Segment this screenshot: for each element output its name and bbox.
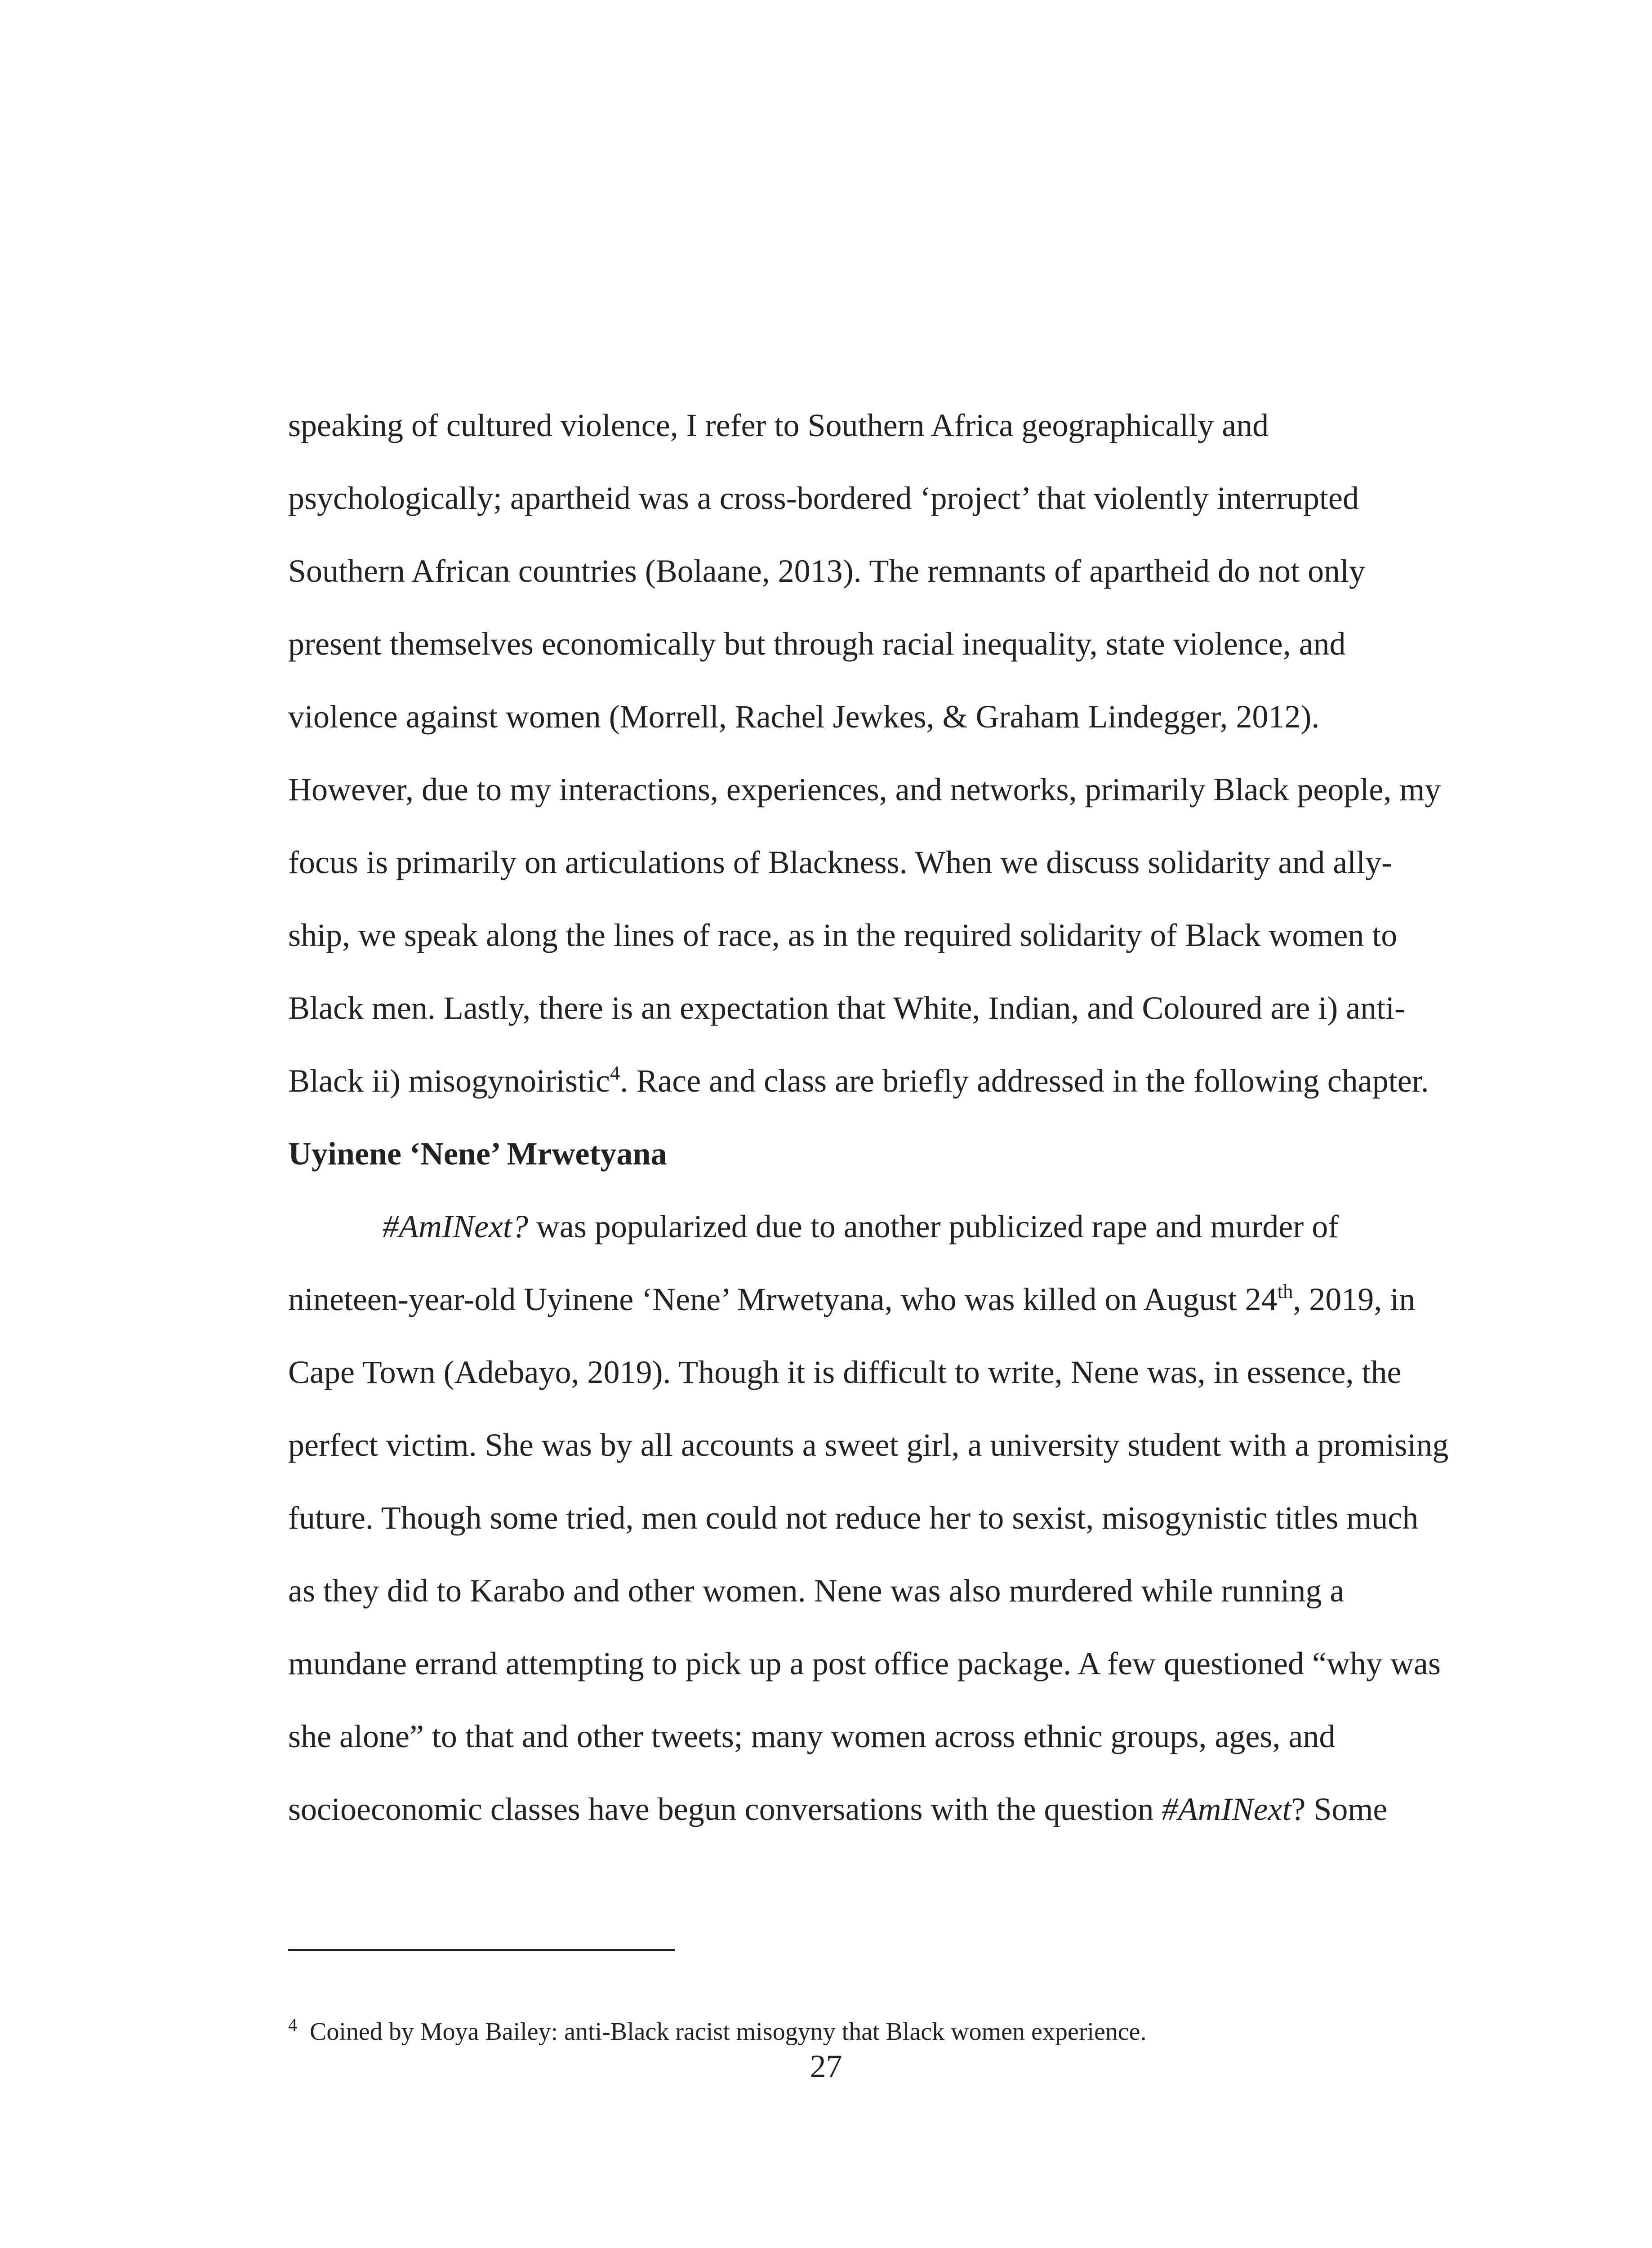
hashtag-text: #AmINext: [1162, 1791, 1291, 1827]
text-line: psychologically; apartheid was a cross-bordered ‘project’ that violently interrupted: [288, 480, 1359, 516]
text-span: nineteen-year-old Uyinene ‘Nene’ Mrwetyana, who was killed on August 24: [288, 1281, 1278, 1317]
text-span: . Race and class are briefly addressed in the following chapter.: [620, 1063, 1429, 1099]
text-line: violence against women (Morrell, Rachel Jewkes, & Graham Lindegger, 2012).: [288, 699, 1320, 735]
text-span: , 2019, in: [1293, 1281, 1416, 1317]
text-span: Black ii) misogynoiristic: [288, 1063, 610, 1099]
page-number: 27: [810, 2048, 842, 2084]
text-line: speaking of cultured violence, I refer to Southern Africa geographically and: [288, 407, 1269, 443]
section-heading: Uyinene ‘Nene’ Mrwetyana: [288, 1136, 667, 1172]
text-line: [288, 1062, 1429, 1099]
text-line: Cape Town (Adebayo, 2019). Though it is difficult to write, Nene was, in essence, the: [288, 1354, 1402, 1390]
hashtag-text: #AmINext?: [383, 1209, 528, 1244]
text-line: However, due to my interactions, experiences, and networks, primarily Black people, my: [288, 772, 1441, 807]
footnote-mark: 4: [288, 2015, 297, 2035]
text-line: she alone” to that and other tweets; many women across ethnic groups, ages, and: [288, 1718, 1336, 1754]
text-line: [288, 1280, 1416, 1317]
text-line: future. Though some tried, men could not reduce her to sexist, misogynistic titles much: [288, 1500, 1419, 1536]
footnote-separator: [288, 1949, 675, 1951]
ordinal-suffix: th: [1277, 1280, 1293, 1303]
text-span: socioeconomic classes have begun conversations with the question: [288, 1791, 1162, 1827]
text-span: was popularized due to another publicized rape and murder of: [528, 1209, 1339, 1244]
text-line: as they did to Karabo and other women. Nene was also murdered while running a: [288, 1573, 1345, 1609]
text-line: perfect victim. She was by all accounts a sweet girl, a university student with a promising: [288, 1427, 1449, 1463]
text-line: mundane errand attempting to pick up a post office package. A few questioned “why was: [288, 1646, 1441, 1682]
text-line: [288, 1793, 1387, 1825]
text-line: ship, we speak along the lines of race, as in the required solidarity of Black women to: [288, 917, 1398, 953]
text-span: ? Some: [1291, 1791, 1388, 1827]
text-line: Southern African countries (Bolaane, 2013). The remnants of apartheid do not only: [288, 553, 1366, 589]
footnote-reference: 4: [610, 1062, 620, 1084]
text-line: present themselves economically but through racial inequality, state violence, and: [288, 626, 1346, 662]
footnote-text: Coined by Moya Bailey: anti-Black racist misogyny that Black women experience.: [310, 2018, 1147, 2046]
text-line: Black men. Lastly, there is an expectation that White, Indian, and Coloured are i) anti-: [288, 990, 1406, 1026]
text-line: [383, 1210, 1339, 1243]
footnote: [288, 2014, 1147, 2046]
text-line: focus is primarily on articulations of Blackness. When we discuss solidarity and ally-: [288, 844, 1393, 880]
